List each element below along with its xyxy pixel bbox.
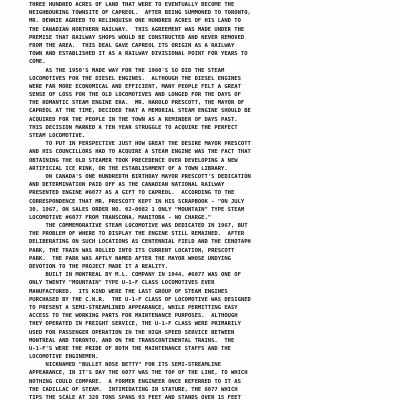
text-line: BUILT IN MONTREAL BY M.L. COMPANY IN 1944, #6077 WAS ONE OF [29, 272, 241, 279]
text-line: OBTAINING THE OLD STEAMER TOOK PRECEDENCE OVER DEVELOPING A NEW [29, 157, 238, 164]
text-line: MONTREAL AND TORONTO, AND ON THE TRANSCONTINENTAL TRAINS. THE [29, 337, 235, 344]
text-line: LOCOMOTIVE #6077 FROM TRANSCONA, MANITOBA - NO CHARGE." [29, 214, 212, 221]
text-line: AS THE 1950'S MADE WAY FOR THE 1960'S SO DID THE STEAM [29, 67, 225, 74]
text-line: DELIBERATING ON SUCH LOCATIONS AS CENTENNIAL FIELD AND THE CENOTAPH [29, 239, 251, 246]
text-line: PREMISE THAT RAILWAY SHOPS WOULD BE CONSTRUCTED AND NEVER REMOVED [29, 34, 245, 41]
text-line: TOWN AND ESTABLISHED IT AS A RAILWAY DIVISIONAL POINT FOR YEARS TO [29, 51, 248, 58]
text-line: THE COMMEMORATIVE STEAM LOCOMOTIVE WAS DEDICATED IN 1967, BUT [29, 223, 248, 230]
text-line: PARK, THE TRAIN WAS ROLLED INTO ITS CURRENT LOCATION, PRESCOTT [29, 247, 235, 254]
text-line: AND HIS COUNCILLORS HAD TO ACQUIRE A STEAM ENGINE WAS THE FACT THAT [29, 149, 251, 156]
text-line: APPEARANCE, IN IT'S DAY THE 6077 WAS THE TOP OF THE LINE, TO WHICH [29, 370, 248, 377]
text-line: USED FOR PASSENGER OPERATION IN THE HIGH SPEED SERVICE BETWEEN [29, 329, 235, 336]
text-line: THIS DECISION MARKED A TEN YEAR STRUGGLE TO ACQUIRE THE PERFECT [29, 124, 238, 131]
text-line: FROM THE AREA. THIS DEAL GAVE CAPREOL ITS ORIGIN AS A RAILWAY [29, 42, 235, 49]
text-line: PURCHASED BY THE C.N.R. THE U-1-F CLASS OF LOCOMOTIVE WAS DESIGNED [29, 296, 251, 303]
document-body-text [29, 1, 393, 400]
text-line: STEAM LOCOMOTIVE. [29, 133, 86, 139]
text-line: NOTHING COULD COMPARE. A FORMER ENGINEER ONCE REFERRED TO IT AS [29, 378, 241, 385]
text-line: DEVOTION TO THE PROJECT MADE IT A REALITY. [29, 264, 169, 270]
text-line: NICKNAMED "BULLET NOSE BETTY" FOR ITS SEMI-STREAMLINE [29, 362, 222, 369]
text-line: THE CANADIAN NORTHERN RAILWAY. THIS AGREEMENT WAS MADE UNDER THE [29, 26, 245, 33]
text-line: TO PUT IN PERSPECTIVE JUST HOW GREAT THE DESIRE MAYOR PRESCOTT [29, 141, 251, 148]
text-line: CAPREOL AT THE TIME, DECIDED THAT A MEMORIAL STEAM ENGINE SHOULD BE [29, 108, 251, 115]
text-line: THE PROBLEM OF WHERE TO DISPLAY THE ENGINE STILL REMAINED. AFTER [29, 231, 245, 238]
text-line: ACQUIRED FOR THE PEOPLE IN THE TOWN AS A REMINDER OF DAYS PAST. [29, 116, 238, 123]
text-line: THREE HUNDRED ACRES OF LAND THAT WERE TO EVENTUALLY BECOME THE [29, 2, 235, 8]
text-line: PARK. THE PARK WAS APTLY NAMED AFTER THE MAYOR WHOSE UNDYING [29, 255, 231, 262]
text-line: LOCOMOTIVE ENGINEMEN. [29, 354, 99, 361]
text-line: ARTIFICIAL ICE RINK, OR THE ESTABLISHMENT OF A TOWN LIBRARY. [29, 165, 228, 172]
text-line: NEIGHBOURING TOWNSITE OF CAPREOL. AFTER BEING SUMMONED TO TORONTO, [29, 10, 251, 17]
text-line: TIPS THE SCALE AT 320 TONS SPANS 93 FEET AND STANDS OVER 15 FEET [29, 395, 241, 400]
text-line: COME. [29, 59, 46, 66]
text-line: MR. DENNIE AGREED TO RELINQUISH ONE HUNDRED ACRES OF HIS LAND TO [29, 18, 241, 25]
text-line: SENSE OF LOSS FOR THE OLD LOCOMOTIVES AND LONGED FOR THE DAYS OF [29, 92, 241, 99]
text-line: TO PRESENT A SEMI-STREAMLINED APPEARANCE, WHILE PERMITTING EASY [29, 304, 238, 311]
text-line: ONLY TWENTY "MOUNTAIN" TYPE U-1-F CLASS LOCOMOTIVES EVER [29, 280, 215, 287]
text-line: MANUFACTURED. ITS KIND WERE THE LAST GROUP OF STEAM ENGINES [29, 288, 228, 295]
text-line: CORRESPONDENCE THAT MR. PRESCOTT KEPT IN HIS SCRAPBOOK - "ON JULY [29, 198, 245, 205]
text-line: THEY OPERATED IN FREIGHT SERVICE, THE U-1-F CLASS WERE PRIMARILY [29, 321, 241, 328]
text-line: PRESENTED ENGINE #6077 AS A GIFT TO CAPREOL. ACCORDING TO THE [29, 190, 235, 197]
text-line: THE ROMANTIC STEAM ENGINE ERA. MR. HAROLD PRESCOTT, THE MAYOR OF [29, 100, 245, 107]
text-line: LOCOMOTIVES FOR THE DIESEL ENGINES. ALTHOUGH THE DIESEL ENGINES [29, 75, 241, 82]
text-line: WERE FAR MORE ECONOMICAL AND EFFICIENT, MANY PEOPLE FELT A GREAT [29, 83, 241, 90]
text-line: ON CANADA'S ONE HUNDREDTH BIRTHDAY MAYOR PRESCOTT'S DEDICATION [29, 173, 251, 180]
text-line: U-1-F'S WERE THE PRIDE OF BOTH THE MAINTENANCE STAFFS AND THE [29, 345, 231, 352]
text-line: AND DETERMINATION PAID OFF AS THE CANADIAN NATIONAL RAILWAY [29, 182, 225, 189]
text-line: THE CADILLAC OF STEAM. INTIMIDATING IN STATURE, THE 6077 WHICH [29, 386, 238, 393]
text-line: ACCESS TO THE WORKING PARTS FOR MAINTENANCE PURPOSES. ALTHOUGH [29, 313, 238, 320]
text-line: 30, 1967, ON SALES ORDER NO. 02-0082 1 ONLY "MOUNTAIN" TYPE STEAM [29, 206, 245, 213]
